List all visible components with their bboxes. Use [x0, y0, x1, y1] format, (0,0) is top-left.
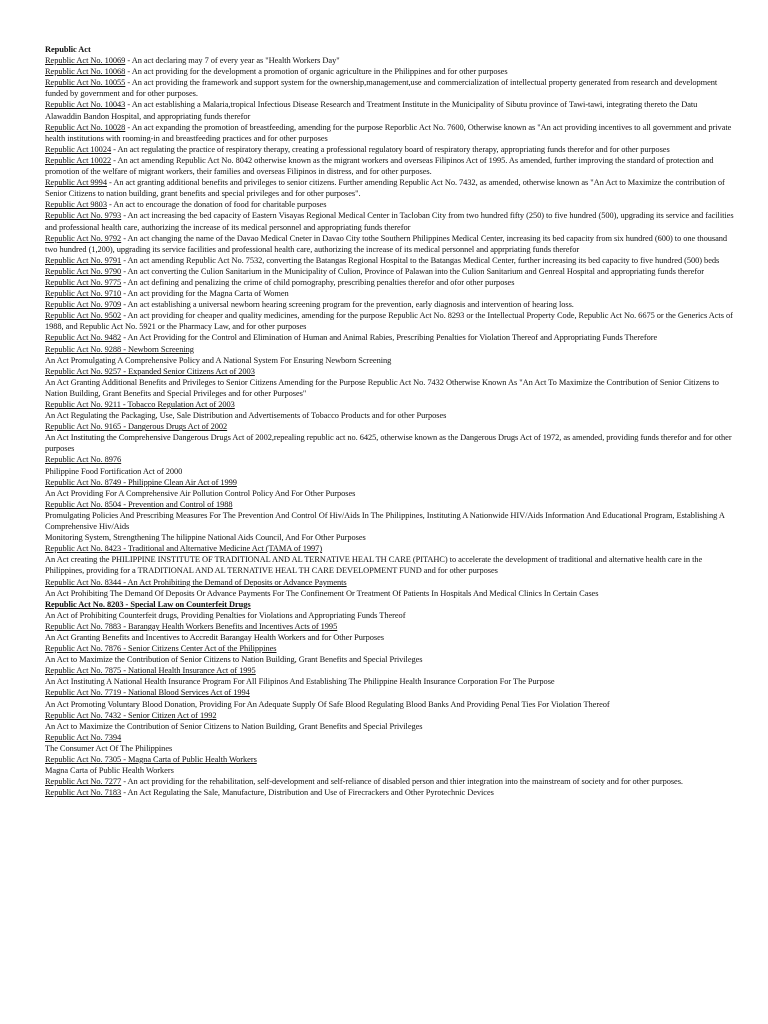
- act-entry: [45, 99, 735, 121]
- act-link[interactable]: Republic Act No. 7305 - Magna Carta of Public Health Workers: [45, 755, 257, 764]
- act-description: [45, 377, 735, 399]
- act-link[interactable]: Republic Act No. 7394: [45, 732, 122, 742]
- act-text: Monitoring System, Strengthening The hilippine National Aids Council, And For Other Purposes: [45, 533, 366, 543]
- act-text: An Act to Maximize the Contribution of Senior Citizens to Nation Building, Grant Benefits and Special Privileges: [45, 655, 423, 665]
- act-description: [45, 765, 735, 776]
- act-link[interactable]: Republic Act No. 8504 - Prevention and Control of 1988: [45, 499, 233, 509]
- act-description: [45, 743, 735, 754]
- act-text: - An act providing for the Magna Carta of Women: [121, 289, 289, 299]
- act-link[interactable]: Republic Act No. 7719 - National Blood Services Act of 1994: [45, 688, 250, 698]
- act-link[interactable]: Republic Act No. 9288 - Newborn Screening: [45, 344, 194, 354]
- act-entry: [45, 233, 735, 255]
- act-description: [45, 466, 735, 477]
- act-text: - An act increasing the bed capacity of Eastern Visayas Regional Medical Center in Tacloban City from two hundred fifty (250) to five hundred (500), upgrading its service and facilities and professional health care, authorizing the increase of its medical personnel and appropriating funds therefor: [45, 211, 734, 232]
- act-entry: [45, 787, 735, 798]
- act-text: - An Act Regulating the Sale, Manufacture, Distribution and Use of Firecrackers and Other Pyrotechnic Devices: [121, 788, 494, 798]
- act-description: [45, 699, 735, 710]
- act-text: - An act amending Republic Act No. 7532, converting the Batangas Regional Hospital to the Batangas Medical Center, further increasing its bed capacity to five hundred (500) beds: [121, 255, 720, 265]
- act-entry: [45, 55, 735, 66]
- act-link[interactable]: Republic Act No. 9791: [45, 255, 122, 265]
- act-text: An Act Regulating the Packaging, Use, Sale Distribution and Advertisements of Tobacco Products and for other Purposes: [45, 411, 447, 421]
- act-entry: [45, 710, 735, 721]
- act-text: - An act regulating the practice of respiratory therapy, creating a professional regulatory board of respiratory therapy, appropriating funds therefor and for other purposes: [111, 144, 670, 154]
- act-text: An Act Promulgating A Comprehensive Policy and A National System For Ensuring Newborn Screening: [45, 355, 392, 365]
- act-text: - An act providing for cheaper and quality medicines, amending for the purpose Republic Act No. 8293 or the Intellectual Property Code, Republic Act No. 6675 or the Generics Acts of 1988, and Republic Act No. 5921 or the Pharmacy Law, and for other purposes: [45, 311, 733, 332]
- act-description: [45, 554, 735, 576]
- act-entry: [45, 399, 735, 410]
- act-text: - An act establishing a universal newborn hearing screening program for the prevention, early diagnosis and intervention of hearing loss.: [121, 300, 574, 310]
- act-entry: [45, 687, 735, 698]
- act-entry: [45, 665, 735, 676]
- act-text: - An act to encourage the donation of food for charitable purposes: [106, 200, 327, 210]
- document-page: [45, 44, 735, 798]
- act-description: [45, 632, 735, 643]
- act-entry: [45, 122, 735, 144]
- act-text: - An act changing the name of the Davao Medical Cneter in Davao City tothe Southern Philippines Medical Center, increasing its bed capacity from six hundred (600) to one thousand two hundred (1,200), upgrading its service facilities and professional health care, authorizing the increase of its medical personnel and apprpriating funds therefor: [45, 233, 728, 254]
- act-text: - An act providing the framework and support system for the ownership,management,use and commercialization of intellectual property generated from research and development funded by government and for other purposes.: [45, 78, 718, 99]
- act-description: [45, 532, 735, 543]
- act-link[interactable]: Republic Act No. 9790: [45, 266, 122, 276]
- act-entry: [45, 255, 735, 266]
- act-text: An Act Providing For A Comprehensive Air Pollution Control Policy And For Other Purposes: [45, 488, 356, 498]
- act-text: An Act Granting Benefits and Incentives to Accredit Barangay Health Workers and for Other Purposes: [45, 632, 384, 642]
- act-link[interactable]: Republic Act No. 10028: [45, 122, 126, 132]
- act-description: [45, 410, 735, 421]
- page-title: Republic Act: [45, 45, 91, 54]
- act-text: An Act Instituting A National Health Insurance Program For All Filipinos And Establishing The Philippine Health Insurance Corporation For The Purpose: [45, 677, 555, 687]
- act-link[interactable]: Republic Act No. 8423 - Traditional and Alternative Medicine Act (TAMA of 1997): [45, 544, 323, 554]
- act-description: [45, 721, 735, 732]
- act-link[interactable]: Republic Act 9803: [45, 200, 107, 210]
- act-entry: [45, 421, 735, 432]
- act-entry: [45, 288, 735, 299]
- act-link[interactable]: Republic Act No. 9775: [45, 277, 122, 287]
- act-entry: [45, 477, 735, 488]
- act-link[interactable]: Republic Act No. 10069: [45, 56, 126, 66]
- act-link[interactable]: Republic Act No. 9257 - Expanded Senior Citizens Act of 2003: [45, 366, 255, 376]
- act-description: [45, 676, 735, 687]
- act-entry: [45, 266, 735, 277]
- act-link[interactable]: Republic Act No. 10043: [45, 100, 126, 110]
- act-entry: [45, 621, 735, 632]
- act-entry: [45, 144, 735, 155]
- act-entry: [45, 299, 735, 310]
- act-text: - An act providing for the development a promotion of organic agriculture in the Philippines and for other purposes: [125, 67, 508, 77]
- act-link[interactable]: Republic Act No. 9709: [45, 300, 122, 310]
- act-link[interactable]: Republic Act No. 10068: [45, 67, 126, 77]
- act-entry: [45, 332, 735, 343]
- act-link[interactable]: Republic Act No. 7277: [45, 777, 122, 787]
- act-entry: [45, 577, 735, 588]
- act-link[interactable]: Republic Act 10024: [45, 144, 112, 154]
- act-text: The Consumer Act Of The Philippines: [45, 743, 173, 753]
- act-link[interactable]: Republic Act 10022: [45, 155, 112, 165]
- act-text: Promulgating Policies And Prescribing Measures For The Prevention And Control Of Hiv/Aids In The Philippines, Instituting A Nationwide HIV/Aids Information And Educational Program, Establishing A Comprehensive Hiv/Aids: [45, 510, 725, 532]
- act-link[interactable]: Republic Act No. 7876 - Senior Citizens Center Act of the Philippines: [45, 644, 277, 654]
- act-entry: [45, 155, 735, 177]
- act-text: An Act to Maximize the Contribution of Senior Citizens to Nation Building, Grant Benefits and Special Privileges: [45, 721, 423, 731]
- act-link[interactable]: Republic Act No. 8203 - Special Law on Counterfeit Drugs: [45, 599, 251, 609]
- act-link[interactable]: Republic Act No. 7875 - National Health Insurance Act of 1995: [45, 666, 256, 676]
- act-text: - An act declaring may 7 of every year as "Health Workers Day": [125, 56, 340, 66]
- act-entry: [45, 754, 735, 765]
- act-entry: [45, 177, 735, 199]
- act-text: - An act amending Republic Act No. 8042 otherwise known as the migrant workers and overseas Filipinos Act of 1995. As amended, further improving the standard of protection and promotion of the welfare of migrant workers, their families and overseas Filipinos in distress, and for other purposes.: [45, 155, 714, 177]
- act-entry: [45, 77, 735, 99]
- act-link[interactable]: Republic Act 9994: [45, 178, 107, 188]
- act-text: Magna Carta of Public Health Workers: [45, 766, 174, 776]
- act-description: [45, 488, 735, 499]
- act-link[interactable]: Republic Act No. 9211 - Tobacco Regulation Act of 2003: [45, 400, 235, 409]
- act-text: - An act defining and penalizing the crime of child pornography, prescribing penalties therefor and ofor other purposes: [121, 277, 515, 287]
- act-text: An Act Promoting Voluntary Blood Donation, Providing For An Adequate Supply Of Safe Blood Regulating Blood Banks And Providing Penal Ties For Violation Thereof: [45, 699, 610, 709]
- act-text: - An act granting additional benefits and privileges to senior citizens. Further amending Republic Act No. 7432, as amended, otherwise known as "An Act to Maximize the contribution of Senior Citizens to nation building, grant benefits and special privileges and for other purposes".: [45, 178, 725, 199]
- act-description: [45, 654, 735, 665]
- act-text: - An act expanding the promotion of breastfeeding, amending for the purpose Reporblic Act No. 7600, Otherwise known as "An act providing incentives to all government and private health institutions with rooming-in and breastfeeding practices and for other purposes: [45, 122, 732, 143]
- act-entry: [45, 543, 735, 554]
- act-description: [45, 610, 735, 621]
- act-description: [45, 355, 735, 366]
- act-link[interactable]: Republic Act No. 9482: [45, 333, 122, 343]
- act-text: - An act providing for the rehabilitation, self-development and self-reliance of disabled person and thier integration into the mainstream of society and for other purposes.: [121, 777, 683, 787]
- act-text: - An act establishing a Malaria,tropical Infectious Disease Research and Treatment Institute in the Municipality of Sibutu province of Tawi-tawi, integrating thereto the Datu Alawaddin Bandon Hospital, and appropriating funds therefor: [45, 100, 698, 121]
- act-description: [45, 510, 735, 532]
- act-entry: [45, 776, 735, 787]
- act-link[interactable]: Republic Act No. 9165 - Dangerous Drugs Act of 2002: [45, 422, 228, 432]
- act-entry: [45, 277, 735, 288]
- act-entry: [45, 499, 735, 510]
- act-link[interactable]: Republic Act No. 10055: [45, 78, 126, 88]
- act-link[interactable]: Republic Act No. 8749 - Philippine Clean Air Act of 1999: [45, 477, 237, 487]
- act-link[interactable]: Republic Act No. 9502: [45, 311, 122, 321]
- act-entry: [45, 599, 735, 610]
- act-entry: [45, 310, 735, 332]
- act-link[interactable]: Republic Act No. 8344 - An Act Prohibiting the Demand of Deposits or Advance Payments: [45, 577, 347, 587]
- act-entry: [45, 199, 735, 210]
- act-entry: [45, 366, 735, 377]
- act-entry: [45, 732, 735, 743]
- act-link[interactable]: Republic Act No. 7883 - Barangay Health Workers Benefits and Incentives Acts of 1995: [45, 621, 338, 631]
- act-entry: [45, 210, 735, 232]
- act-link[interactable]: Republic Act No. 7432 - Senior Citizen Act of 1992: [45, 710, 217, 720]
- act-entry: [45, 344, 735, 355]
- act-link[interactable]: Republic Act No. 7183: [45, 788, 122, 798]
- act-link[interactable]: Republic Act No. 8976: [45, 455, 122, 465]
- act-text: - An Act Providing for the Control and Elimination of Human and Animal Rabies, Prescribing Penalties for Violation Thereof and Appropriating Funds Therefore: [121, 333, 658, 343]
- act-link[interactable]: Republic Act No. 9792: [45, 233, 122, 243]
- act-link[interactable]: Republic Act No. 9793: [45, 211, 122, 221]
- act-text: An Act Granting Additional Benefits and Privileges to Senior Citizens Amending for the Purpose Republic Act No. 7432 Otherwise Known As "An Act To Maximize the Contribution of Senior Citizens to Nation Building, Grant Benefits and Special Privileges and for other Purposes": [45, 377, 719, 398]
- act-entry: [45, 66, 735, 77]
- act-text: An Act Prohibiting The Demand Of Deposits Or Advance Payments For The Confinement Or Treatment Of Patients In Hospitals And Medical Clinics In Certain Cases: [45, 588, 599, 598]
- act-link[interactable]: Republic Act No. 9710: [45, 289, 122, 299]
- act-text: - An act converting the Culion Sanitarium in the Municipality of Culion, Province of Palawan into the Culion Sanitarium and Genreal Hospital and appropriating funds therefor: [121, 266, 704, 276]
- act-entry: [45, 454, 735, 465]
- act-text: An Act of Prohibiting Counterfeit drugs, Providing Penalties for Violations and Appropriating Funds Thereof: [45, 610, 406, 620]
- act-text: Philippine Food Fortification Act of 2000: [45, 466, 183, 476]
- act-entry: [45, 643, 735, 654]
- act-description: [45, 588, 735, 599]
- act-text: An Act Instituting the Comprehensive Dangerous Drugs Act of 2002,repealing republic act no. 6425, otherwise known as the Dangerous Drugs Act of 1972, as amended, providing funds therefor and for other purposes: [45, 433, 732, 454]
- act-description: [45, 432, 735, 454]
- entry-list: [45, 55, 735, 798]
- act-text: An Act creating the PHILIPPINE INSTITUTE OF TRADITIONAL AND AL TERNATIVE HEAL TH CARE (PITAHC) to accelerate the development of traditional and alternative health care in the Philippines, providing for a TRADITIONAL AND AL TERNATIVE HEAL TH CARE DEVELOPMENT FUND and for other purposes: [45, 555, 703, 576]
